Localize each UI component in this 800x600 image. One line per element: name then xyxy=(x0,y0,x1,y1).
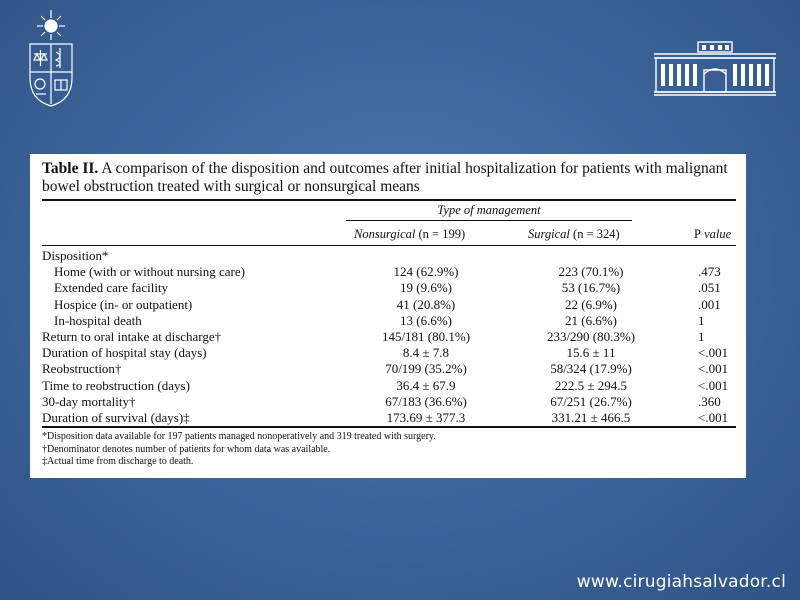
col-surgical: Surgical (n = 324) xyxy=(528,227,620,241)
cell-nonsurgical: 19 (9.6%) xyxy=(400,280,452,296)
cell-nonsurgical: 145/181 (80.1%) xyxy=(381,328,471,344)
footnote: *Disposition data available for 197 patients managed nonoperatively and 319 treated with surgery. xyxy=(42,431,436,443)
cell-p-value: 1 xyxy=(698,328,705,344)
footnote: †Denominator denotes number of patients for whom data was available. xyxy=(42,443,331,455)
results-table xyxy=(30,154,746,478)
cell-nonsurgical: 36.4 ± 67.9 xyxy=(396,377,456,393)
col-nonsurgical: Nonsurgical (n = 199) xyxy=(354,227,466,241)
cell-surgical: 222.5 ± 294.5 xyxy=(554,377,628,393)
cell-p-value: .001 xyxy=(698,296,721,312)
table-row xyxy=(42,329,736,345)
cell-surgical: 223 (70.1%) xyxy=(558,264,624,280)
cell-p-value: <.001 xyxy=(698,409,729,425)
cell-surgical: 21 (6.6%) xyxy=(565,312,617,328)
footnote: ‡Actual time from discharge to death. xyxy=(42,456,194,468)
row-label: Disposition* xyxy=(42,248,109,263)
table-body xyxy=(42,246,736,426)
cell-p-value: <.001 xyxy=(698,361,729,377)
cell-surgical: 53 (16.7%) xyxy=(561,280,621,296)
table-row xyxy=(42,313,736,329)
university-seal-icon xyxy=(20,8,82,108)
row-label: Time to reobstruction (days) xyxy=(42,377,190,393)
row-label: Duration of survival (days)‡ xyxy=(42,409,190,425)
hospital-building-icon xyxy=(652,40,778,96)
cell-p-value: <.001 xyxy=(698,377,729,393)
cell-surgical: 22 (6.9%) xyxy=(565,296,617,312)
table-row xyxy=(42,280,736,296)
row-label: Reobstruction† xyxy=(42,361,122,377)
cell-nonsurgical: 124 (62.9%) xyxy=(393,264,459,280)
row-label: Return to oral intake at discharge† xyxy=(42,328,222,344)
table-row xyxy=(42,345,736,361)
col-p-value: P value xyxy=(694,227,732,241)
table-row xyxy=(42,361,736,377)
caption-label: Table II. xyxy=(42,160,99,177)
cell-p-value: .473 xyxy=(698,264,721,280)
cell-nonsurgical: 41 (20.8%) xyxy=(396,296,456,312)
cell-nonsurgical: 8.4 ± 7.8 xyxy=(402,345,450,361)
row-label: 30-day mortality† xyxy=(42,393,136,409)
group-header: Type of management xyxy=(346,203,632,221)
caption-text: A comparison of the disposition and outcomes after initial hospitalization for patients with malignant bowel obstruction treated with surgical or nonsurgical means xyxy=(42,160,728,195)
table-row xyxy=(42,394,736,410)
table-row xyxy=(42,264,736,280)
row-label: Duration of hospital stay (days) xyxy=(42,345,207,361)
table-row xyxy=(42,248,736,264)
cell-p-value: .051 xyxy=(698,280,721,296)
cell-p-value: <.001 xyxy=(698,345,729,361)
table-row xyxy=(42,297,736,313)
table-row xyxy=(42,410,736,426)
row-label: Extended care facility xyxy=(54,280,169,296)
cell-p-value: 1 xyxy=(698,312,705,328)
row-label: Home (with or without nursing care) xyxy=(54,264,245,280)
table-row xyxy=(42,378,736,394)
cell-nonsurgical: 13 (6.6%) xyxy=(400,312,452,328)
row-label: In-hospital death xyxy=(54,312,142,328)
row-label: Hospice (in- or outpatient) xyxy=(54,296,193,312)
website-url: www.cirugiahsalvador.cl xyxy=(576,572,786,592)
table-caption xyxy=(42,160,736,196)
cell-surgical: 331.21 ± 466.5 xyxy=(551,409,631,425)
cell-surgical: 67/251 (26.7%) xyxy=(550,393,632,409)
cell-nonsurgical: 67/183 (36.6%) xyxy=(385,393,467,409)
group-header-row xyxy=(42,201,736,223)
cell-nonsurgical: 70/199 (35.2%) xyxy=(385,361,467,377)
cell-p-value: .360 xyxy=(698,393,721,409)
column-header-row xyxy=(42,223,736,245)
cell-surgical: 15.6 ± 11 xyxy=(566,345,616,361)
cell-nonsurgical: 173.69 ± 377.3 xyxy=(386,409,466,425)
cell-surgical: 58/324 (17.9%) xyxy=(550,361,632,377)
cell-surgical: 233/290 (80.3%) xyxy=(546,328,636,344)
footnotes xyxy=(42,428,736,469)
